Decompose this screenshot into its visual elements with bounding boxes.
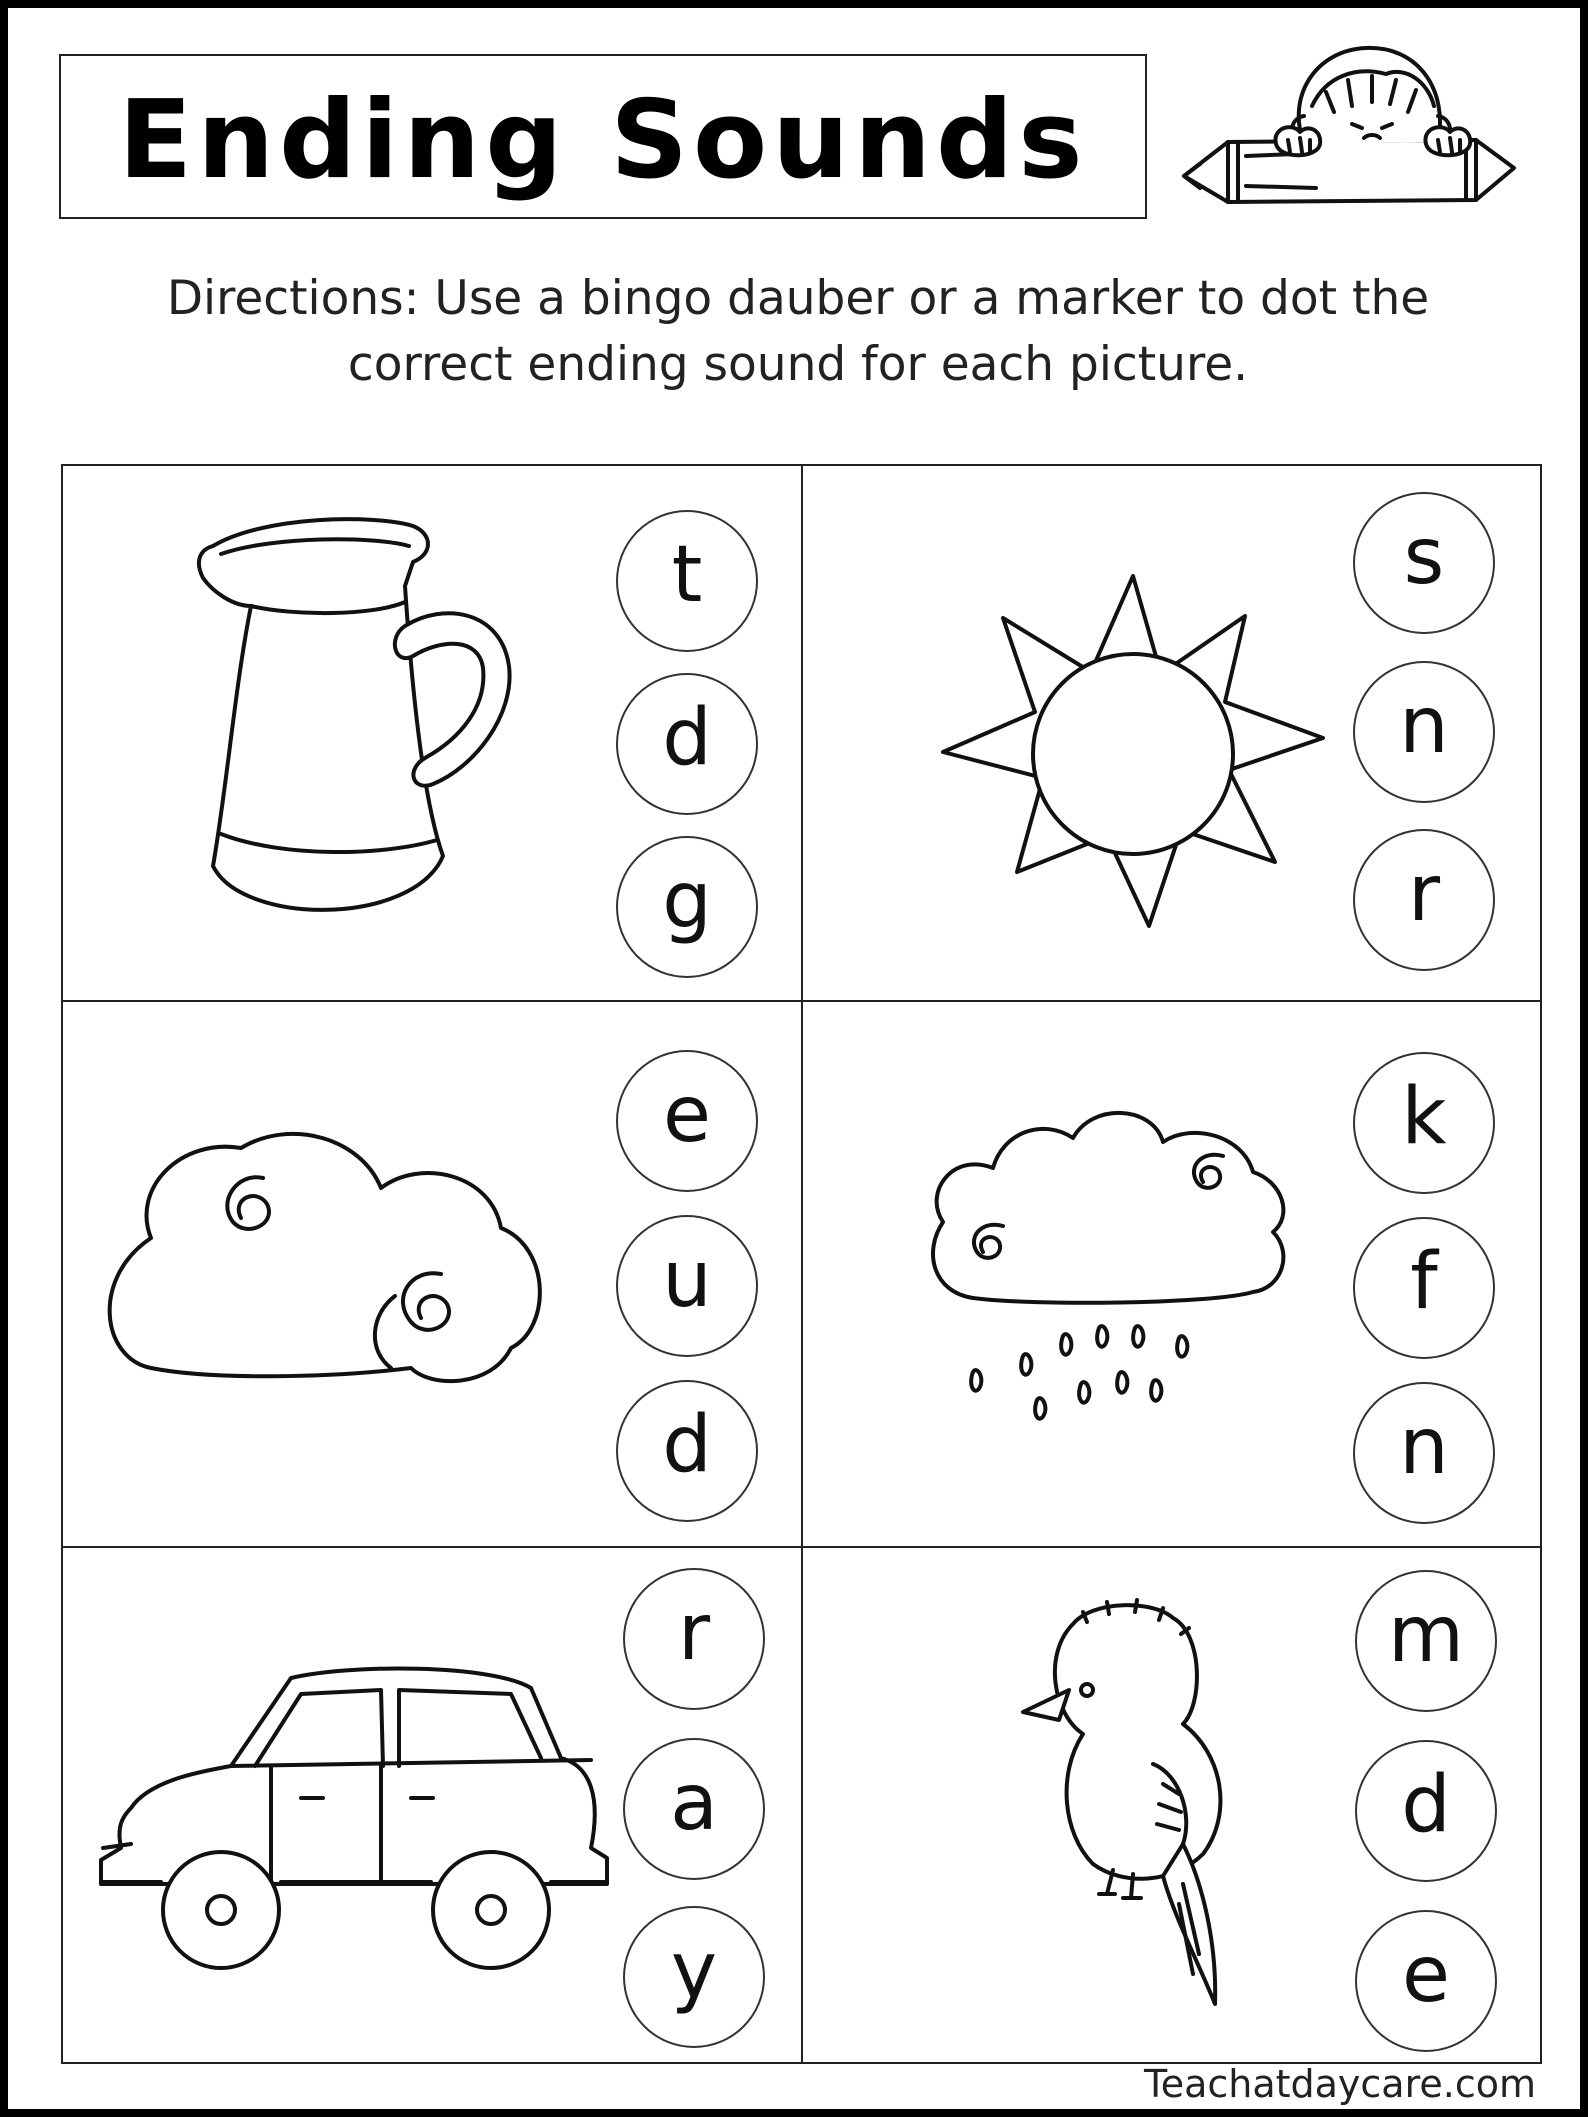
choice-letter: r: [677, 1588, 711, 1678]
choice-letter: s: [1403, 512, 1445, 602]
choice-letter: u: [662, 1235, 712, 1325]
choice-letter: d: [1401, 1760, 1451, 1850]
choice-bubble[interactable]: [1353, 1052, 1495, 1194]
cloud-icon: [91, 1118, 571, 1398]
directions-line-1: Directions: Use a bingo dauber or a marker to dot the: [166, 271, 1430, 326]
directions: [78, 266, 1518, 398]
choice-letter: a: [670, 1758, 718, 1848]
choice-bubble[interactable]: [1353, 829, 1495, 971]
item-cell-cloud: [63, 1002, 801, 1546]
choice-bubble[interactable]: [616, 836, 758, 978]
choice-bubble[interactable]: [616, 1215, 758, 1357]
choice-bubble[interactable]: [616, 1050, 758, 1192]
choice-bubble[interactable]: [623, 1738, 765, 1880]
choice-bubble[interactable]: [1355, 1570, 1497, 1712]
item-cell-car: [63, 1548, 801, 2064]
sun-icon: [923, 556, 1343, 976]
choice-bubble[interactable]: [1355, 1740, 1497, 1882]
choice-bubble[interactable]: [616, 510, 758, 652]
choice-letter: d: [662, 1400, 712, 1490]
picture-grid: [61, 464, 1542, 2064]
pitcher-icon: [143, 506, 563, 966]
choice-letter: e: [663, 1070, 711, 1160]
choice-bubble[interactable]: [623, 1568, 765, 1710]
car-icon: [91, 1648, 631, 2008]
choice-letter: r: [1407, 849, 1441, 939]
choice-bubble[interactable]: [1353, 1382, 1495, 1524]
item-cell-pitcher: [63, 466, 801, 1000]
item-cell-sun: [803, 466, 1542, 1000]
choice-letter: f: [1410, 1237, 1438, 1327]
directions-line-2: correct ending sound for each picture.: [347, 337, 1249, 392]
choice-bubble[interactable]: [1353, 1217, 1495, 1359]
choice-bubble[interactable]: [616, 673, 758, 815]
choice-letter: d: [662, 693, 712, 783]
choice-bubble[interactable]: [1353, 661, 1495, 803]
choice-bubble[interactable]: [1353, 492, 1495, 634]
choice-letter: g: [662, 856, 712, 946]
item-cell-rain: [803, 1002, 1542, 1546]
footer-credit: Teachatdaycare.com: [1143, 2062, 1536, 2106]
page-title: Ending Sounds: [118, 77, 1088, 203]
choice-letter: n: [1399, 681, 1449, 771]
bird-icon: [1003, 1594, 1263, 2014]
item-cell-bird: [803, 1548, 1542, 2064]
rain-icon: [913, 1092, 1313, 1432]
choice-letter: n: [1399, 1402, 1449, 1492]
kid-with-pencil-icon: [1176, 36, 1532, 226]
choice-letter: e: [1402, 1930, 1450, 2020]
choice-letter: m: [1388, 1590, 1464, 1680]
choice-bubble[interactable]: [616, 1380, 758, 1522]
title-box: [59, 54, 1147, 219]
choice-bubble[interactable]: [1355, 1910, 1497, 2052]
choice-letter: k: [1401, 1072, 1447, 1162]
choice-letter: t: [671, 530, 703, 620]
choice-letter: y: [670, 1926, 718, 2016]
choice-bubble[interactable]: [623, 1906, 765, 2048]
